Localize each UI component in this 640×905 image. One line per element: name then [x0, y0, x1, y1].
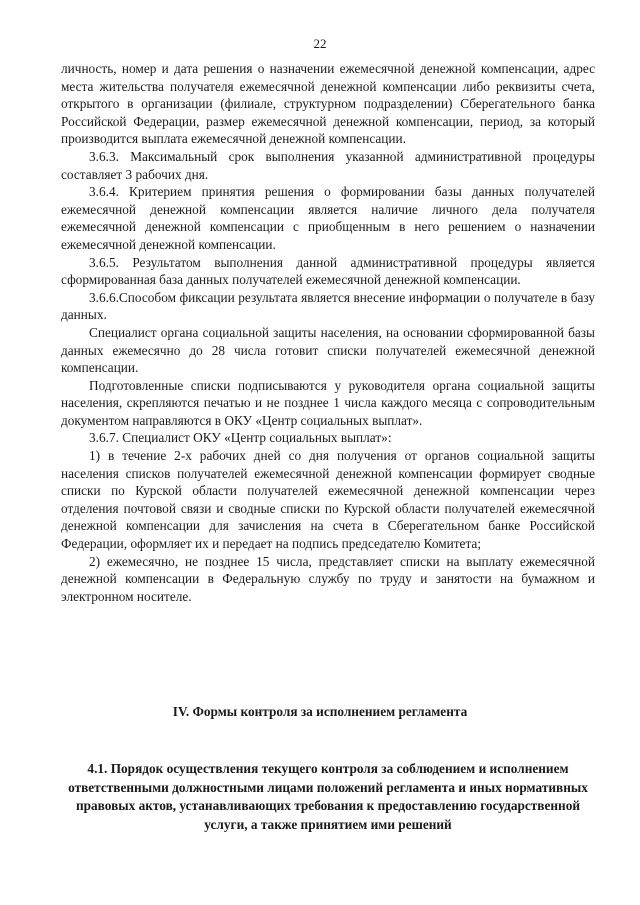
paragraph: 3.6.6.Способом фиксации результата является внесение информации о получателе в базу данных. — [61, 289, 595, 323]
subsection-heading: 4.1. Порядок осуществления текущего контроля за соблюдением и исполнением ответственными должностными лицами положений регламента и иных нормативных правовых актов, устанавливающих требования к предоставлению государственной услуги, а также принятием ими решений — [68, 761, 588, 832]
body-text — [61, 60, 595, 605]
paragraph: Подготовленные списки подписываются у руководителя органа социальной защиты населения, скрепляются печатью и не позднее 1 числа каждого месяца с сопроводительным документом направляются в ОКУ «Центр социальных выплат». — [61, 377, 595, 428]
paragraph: Специалист органа социальной защиты населения, на основании сформированной базы данных ежемесячно до 28 числа готовит списки получателей ежемесячной денежной компенсации. — [61, 324, 595, 376]
paragraph: 3.6.3. Максимальный срок выполнения указанной административной процедуры составляет 3 рабочих дня. — [61, 148, 595, 182]
paragraph: 2) ежемесячно, не позднее 15 числа, представляет списки на выплату ежемесячной денежной компенсации в Федеральную службу по труду и занятости на бумажном и электронном носителе. — [61, 553, 595, 604]
paragraph: 1) в течение 2-х рабочих дней со дня получения от органов социальной защиты населения списков получателей ежемесячной денежной компенсации формирует сводные списки по Курской области получателей ежемесячной денежной компенсации через отделения почтовой связи и сводные списки по Курской области получателей ежемесячной денежной компенсации для зачисления на счета в Сберегательном банке Российской Федерации, оформляет их и передает на подпись председателю Комитета; — [61, 448, 595, 552]
paragraph: 3.6.7. Специалист ОКУ «Центр социальных выплат»: — [89, 430, 392, 446]
paragraph: 3.6.4. Критерием принятия решения о формировании базы данных получателей ежемесячной денежной компенсации является наличие личного дела получателя ежемесячной денежной компенсации с приобщенным в него решением о назначении ежемесячной денежной компенсации. — [61, 184, 595, 252]
section-heading: IV. Формы контроля за исполнением регламента — [172, 704, 468, 719]
paragraph: 3.6.5. Результатом выполнения данной административной процедуры является сформированная база данных получателей ежемесячной денежной компенсации. — [61, 254, 595, 288]
paragraph: личность, номер и дата решения о назначении ежемесячной денежной компенсации, адрес места жительства получателя ежемесячной денежной компенсации либо реквизиты счета, открытого в организации (филиале, структурном подразделении) Сберегательного банка Российской Федерации, размер ежемесячной денежной компенсации, период, за который производится выплата ежемесячной денежной компенсации. — [61, 61, 595, 147]
page-number: 22 — [313, 36, 327, 51]
